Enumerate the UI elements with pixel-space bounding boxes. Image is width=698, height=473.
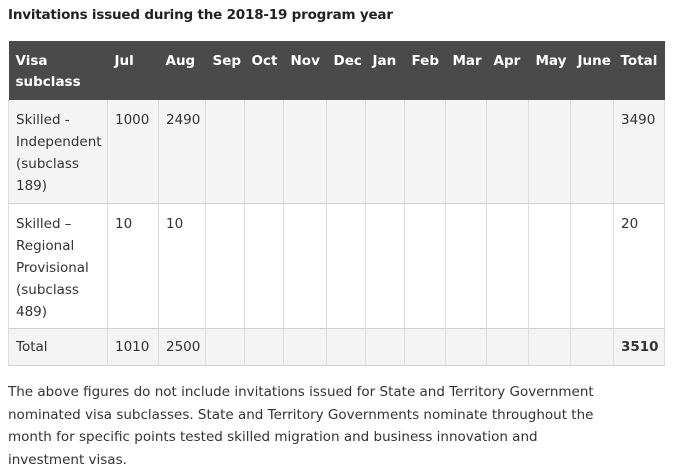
table-header-row: [9, 41, 665, 100]
table-cell: [366, 100, 405, 203]
table-cell: [529, 203, 571, 328]
table-cell: [245, 328, 284, 365]
table-cell: [405, 100, 446, 203]
table-cell: [206, 203, 245, 328]
table-cell: 10: [108, 203, 159, 328]
table-cell: [206, 328, 245, 365]
table-cell: [446, 100, 487, 203]
column-header-visa-subclass: Visa subclass: [9, 41, 108, 100]
table-cell: [487, 100, 529, 203]
row-label: Skilled – Regional Provisional (subclass 489): [9, 203, 108, 328]
table-cell: [529, 100, 571, 203]
grand-total: 3510: [614, 328, 665, 365]
column-header-feb: Feb: [405, 41, 446, 100]
column-header-jul: Jul: [108, 41, 159, 100]
column-header-may: May: [529, 41, 571, 100]
table-cell: [366, 203, 405, 328]
table-cell: [487, 328, 529, 365]
column-header-jan: Jan: [366, 41, 405, 100]
table-cell: [327, 203, 366, 328]
table-cell: [446, 203, 487, 328]
table-row: [9, 100, 665, 203]
table-cell: 1010: [108, 328, 159, 365]
table-cell: [284, 100, 327, 203]
table-cell: 1000: [108, 100, 159, 203]
row-label: Total: [9, 328, 108, 365]
table-row: [9, 203, 665, 328]
table-cell: [245, 100, 284, 203]
column-header-dec: Dec: [327, 41, 366, 100]
row-total: 3490: [614, 100, 665, 203]
table-cell: 10: [159, 203, 206, 328]
table-cell: 2500: [159, 328, 206, 365]
table-cell: [446, 328, 487, 365]
table-cell: 2490: [159, 100, 206, 203]
table-cell: [206, 100, 245, 203]
column-header-oct: Oct: [245, 41, 284, 100]
table-cell: [284, 328, 327, 365]
column-header-aug: Aug: [159, 41, 206, 100]
table-cell: [284, 203, 327, 328]
table-cell: [487, 203, 529, 328]
table-cell: [327, 100, 366, 203]
row-total: 20: [614, 203, 665, 328]
table-cell: [571, 100, 614, 203]
column-header-mar: Mar: [446, 41, 487, 100]
column-header-total: Total: [614, 41, 665, 100]
table-cell: [245, 203, 284, 328]
column-header-nov: Nov: [284, 41, 327, 100]
column-header-apr: Apr: [487, 41, 529, 100]
table-cell: [571, 203, 614, 328]
invitations-table: [8, 41, 665, 366]
table-cell: [405, 328, 446, 365]
table-cell: [327, 328, 366, 365]
column-header-june: June: [571, 41, 614, 100]
table-cell: [366, 328, 405, 365]
table-cell: [405, 203, 446, 328]
column-header-sep: Sep: [206, 41, 245, 100]
table-cell: [529, 328, 571, 365]
table-row-total: [9, 328, 665, 365]
footnote: The above figures do not include invitations issued for State and Territory Government nominated visa subclasses. State and Territory Governments nominate throughout the month for specific points tested skilled migration and business innovation and investment visas.: [8, 384, 594, 468]
row-label: Skilled - Independent (subclass 189): [9, 100, 108, 203]
table-cell: [571, 328, 614, 365]
table-caption: Invitations issued during the 2018-19 program year: [8, 7, 393, 23]
